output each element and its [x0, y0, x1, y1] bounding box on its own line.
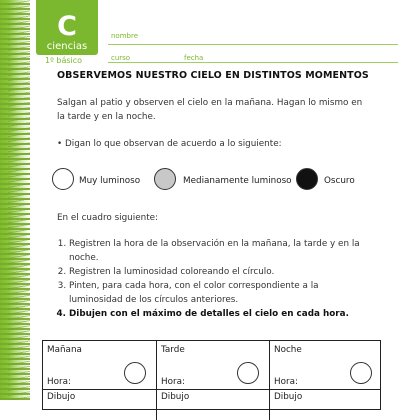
step-item: 1. Registren la hora de la observación en la mañana, la tarde y en la noche. [69, 237, 369, 265]
page-title: OBSERVEMOS NUESTRO CIELO EN DISTINTOS MOMENTOS [57, 70, 369, 81]
grass-decoration [0, 0, 30, 400]
drawing-label: Dibujo [161, 392, 190, 402]
step-item: 3. Pinten, para cada hora, con el color correspondiente a la luminosidad de los círculos anteriores. [69, 279, 369, 307]
night-luminosity-circle[interactable] [350, 362, 372, 384]
very-bright-circle [52, 168, 74, 190]
morning-luminosity-circle[interactable] [124, 362, 146, 384]
medium-bright-circle [154, 168, 176, 190]
morning-cell[interactable] [43, 341, 156, 389]
date-label: fecha [184, 54, 204, 62]
night-header: Noche [274, 345, 302, 355]
afternoon-cell[interactable] [156, 341, 269, 389]
intro-line-2: la tarde y en la noche. [57, 112, 156, 122]
course-date-line[interactable] [108, 62, 398, 63]
step-item: 4. Dibujen con el máximo de detalles el cielo en cada hora. [69, 307, 369, 321]
name-field-line[interactable] [108, 44, 398, 45]
hora-label: Hora: [274, 377, 298, 387]
afternoon-luminosity-circle[interactable] [237, 362, 259, 384]
night-drawing-cell[interactable] [269, 390, 382, 420]
afternoon-header: Tarde [161, 345, 185, 355]
table-intro: En el cuadro siguiente: [57, 213, 159, 223]
name-label: nombre [111, 32, 139, 40]
intro-line-1: Salgan al patio y observen el cielo en la mañana. Hagan lo mismo en [57, 98, 363, 108]
instruction: • Digan lo que observan de acuerdo a lo siguiente: [57, 139, 282, 149]
afternoon-drawing-cell[interactable] [156, 390, 269, 420]
night-cell[interactable] [269, 341, 382, 389]
badge-letter: C [57, 11, 77, 42]
step-item: 2. Registren la luminosidad coloreando el círculo. [69, 265, 369, 279]
grade-label: 1º básico [45, 56, 83, 65]
subject-badge [36, 0, 98, 55]
medium-bright-label: Medianamente luminoso [183, 176, 292, 186]
morning-drawing-cell[interactable] [43, 390, 156, 420]
very-bright-label: Muy luminoso [79, 176, 141, 186]
morning-header: Mañana [47, 345, 82, 355]
course-label: curso [111, 54, 131, 62]
steps-list [57, 237, 369, 321]
hora-label: Hora: [47, 377, 71, 387]
dark-label: Oscuro [324, 176, 355, 186]
subject-label: ciencias [46, 41, 88, 52]
dark-circle [296, 168, 318, 190]
drawing-label: Dibujo [47, 392, 76, 402]
drawing-label: Dibujo [274, 392, 303, 402]
hora-label: Hora: [161, 377, 185, 387]
